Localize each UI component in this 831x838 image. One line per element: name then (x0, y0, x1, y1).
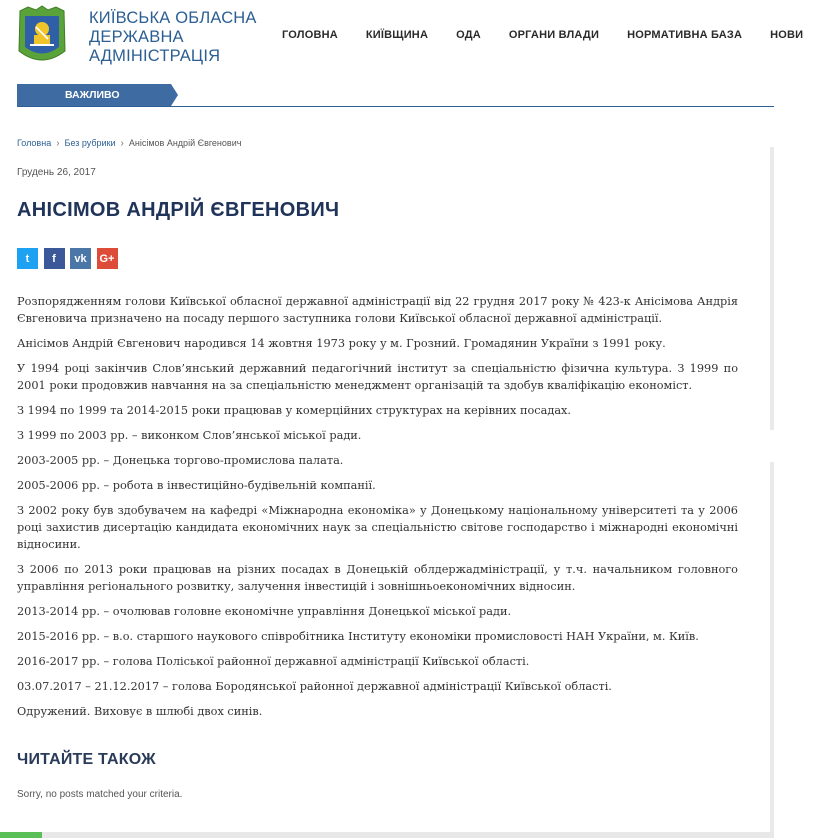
article-paragraph: З 1999 по 2003 рр. – виконком Слов’янської міської ради. (17, 429, 362, 442)
bottom-bar-accent (0, 832, 42, 838)
nav-item-authorities[interactable]: ОРГАНИ ВЛАДИ (508, 29, 600, 41)
org-name-line-1: КИЇВСЬКА ОБЛАСНА (89, 9, 257, 27)
breadcrumb-current: Анісімов Андрій Євгенович (128, 138, 242, 148)
ticker-divider (17, 106, 774, 107)
article-paragraph: 2015-2016 рр. – в.о. старшого наукового співробітника Інституту економіки промисловості НАН України, м. Київ. (17, 630, 699, 643)
side-scroll-strip-lower (770, 462, 774, 832)
breadcrumb (17, 138, 241, 149)
article-paragraph: Розпорядженням голови Київської обласної державної адміністрації від 22 грудня 2017 року № 423-к Анісімова Андрія Євгеновича призначено на посаду першого заступника голови Київської обласної державної адміністрації. (17, 295, 738, 325)
chevron-right-icon: › (120, 138, 124, 149)
article-paragraph: 03.07.2017 – 21.12.2017 – голова Бородянської районної державної адміністрації Київської області. (17, 680, 612, 693)
nav-item-news[interactable]: НОВИ (770, 29, 804, 41)
nav-item-kyivshchyna[interactable]: КИЇВЩИНА (365, 29, 429, 41)
twitter-share-button[interactable] (17, 248, 38, 269)
article-paragraph: У 1994 році закінчив Слов’янський державний педагогічний інститут за спеціальністю фізична культура. З 1999 по 2001 роки продовжив навчання на за спеціальністю менеджмент організацій та здобув кваліфікацію економіст. (17, 362, 738, 392)
article-paragraph: 2003-2005 рр. – Донецька торгово-промислова палата. (17, 454, 344, 467)
article-paragraph: Одружений. Виховує в шлюбі двох синів. (17, 705, 263, 718)
article-paragraph: 2016-2017 рр. – голова Поліської районної державної адміністрації Київської області. (17, 655, 530, 668)
article-paragraph: 2005-2006 рр. – робота в інвестиційно-будівельній компанії. (17, 479, 376, 492)
vk-share-button[interactable] (70, 248, 91, 269)
read-also-heading: ЧИТАЙТЕ ТАКОЖ (17, 751, 156, 768)
share-buttons (17, 248, 123, 269)
article-paragraph: Анісімов Андрій Євгенович народився 14 жовтня 1973 року у м. Грозний. Громадянин України з 1991 року. (17, 337, 666, 350)
publish-date: Грудень 26, 2017 (17, 167, 96, 178)
no-posts-message: Sorry, no posts matched your criteria. (17, 789, 183, 800)
bottom-bar (0, 832, 774, 838)
important-ticker (17, 84, 774, 107)
nav-item-oda[interactable]: ОДА (456, 29, 481, 41)
twitter-icon: t (25, 252, 30, 265)
article-paragraph: З 2002 року був здобувачем на кафедрі «Міжнародна економіка» у Донецькому національному університеті та у 2006 році захистив дисертацію кандидата економічних наук за спеціальністю світове господарство і міжнародні економічні відносини. (17, 504, 738, 551)
facebook-icon: f (52, 252, 56, 265)
main-nav (282, 29, 831, 41)
breadcrumb-home[interactable]: Головна (17, 138, 52, 148)
article-paragraph: З 2006 по 2013 роки працював на різних посадах в Донецькій облдержадміністрації, у т.ч. начальником головного управління регіонального розвитку, залучення інвестицій і зовнішньоекономічних відносин. (17, 563, 738, 593)
breadcrumb-category[interactable]: Без рубрики (64, 138, 116, 148)
chevron-right-icon: › (56, 138, 60, 149)
googleplus-share-button[interactable] (97, 248, 118, 269)
article-paragraph: 2013-2014 рр. – очолював головне економічне управління Донецької міської ради. (17, 605, 512, 618)
googleplus-icon: G+ (99, 252, 115, 265)
nav-item-home[interactable]: ГОЛОВНА (282, 29, 338, 41)
article-paragraph: З 1994 по 1999 та 2014-2015 роки працював у комерційних структурах на керівних посадах. (17, 404, 572, 417)
organization-name[interactable] (89, 9, 257, 66)
side-scroll-strip-upper (770, 147, 774, 430)
nav-item-regulatory-base[interactable]: НОРМАТИВНА БАЗА (627, 29, 743, 41)
vk-icon: vk (74, 252, 87, 265)
important-tab[interactable]: ВАЖЛИВО (17, 84, 171, 106)
org-name-line-2: ДЕРЖАВНА (89, 28, 184, 46)
site-header (0, 0, 804, 80)
facebook-share-button[interactable] (44, 248, 65, 269)
coat-of-arms-logo[interactable] (16, 5, 68, 67)
org-name-line-3: АДМІНІСТРАЦІЯ (89, 47, 221, 65)
article-body (17, 293, 738, 728)
page-title: АНІСІМОВ АНДРІЙ ЄВГЕНОВИЧ (17, 199, 340, 221)
